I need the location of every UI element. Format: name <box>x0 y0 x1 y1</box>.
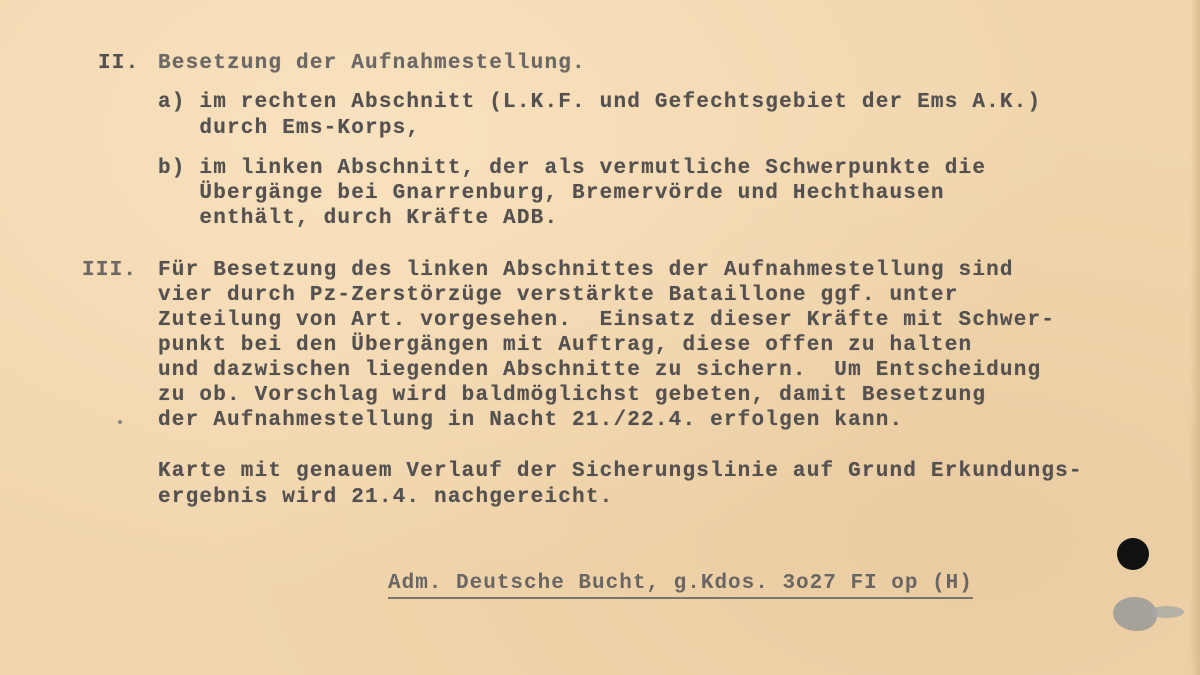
section-iii-line-2: vier durch Pz-Zerstörzüge verstärkte Bataillone ggf. unter <box>158 284 959 307</box>
section-iii-line-7: der Aufnahmestellung in Nacht 21./22.4. erfolgen kann. <box>158 409 904 432</box>
section-iii-line-6: zu ob. Vorschlag wird baldmöglichst gebeten, damit Besetzung <box>158 384 987 407</box>
section-iii-line-1: Für Besetzung des linken Abschnittes der Aufnahmestellung sind <box>158 259 1014 282</box>
item-b-line-2: Übergänge bei Gnarrenburg, Bremervörde und Hechthausen <box>158 182 945 205</box>
section-iii-line-5: und dazwischen liegenden Abschnitte zu sichern. Um Entscheidung <box>158 359 1042 382</box>
item-a-line-1: a) im rechten Abschnitt (L.K.F. und Gefechtsgebiet der Ems A.K.) <box>158 91 1042 114</box>
section-iii-number: III. <box>82 259 138 282</box>
section-ii-number: II. <box>98 52 140 75</box>
item-a-line-2: durch Ems-Korps, <box>158 117 421 140</box>
punch-hole <box>1117 538 1149 570</box>
ink-smudge-tail <box>1150 606 1184 618</box>
karte-line-2: ergebnis wird 21.4. nachgereicht. <box>158 486 614 509</box>
section-iii-line-3: Zuteilung von Art. vorgesehen. Einsatz dieser Kräfte mit Schwer- <box>158 309 1056 332</box>
item-b-line-1: b) im linken Abschnitt, der als vermutliche Schwerpunkte die <box>158 157 987 180</box>
section-iii-line-4: punkt bei den Übergängen mit Auftrag, diese offen zu halten <box>158 334 973 357</box>
ink-dot <box>118 420 122 424</box>
karte-line-1: Karte mit genauem Verlauf der Sicherungslinie auf Grund Erkundungs- <box>158 460 1083 483</box>
section-ii-heading: Besetzung der Aufnahmestellung. <box>158 52 586 75</box>
paper-edge <box>1190 0 1200 675</box>
document-reference: Adm. Deutsche Bucht, g.Kdos. 3o27 FI op (H) <box>388 572 973 599</box>
item-b-line-3: enthält, durch Kräfte ADB. <box>158 207 559 230</box>
